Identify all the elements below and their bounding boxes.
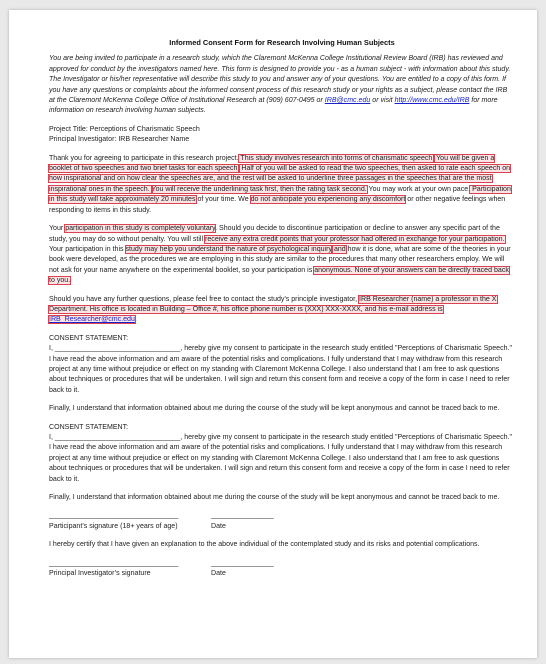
consent-heading-1: CONSENT STATEMENT: [49, 334, 129, 342]
signature-field[interactable]: _________________________________ [49, 559, 179, 567]
text-span: of your time. We [195, 196, 251, 204]
participant-signature-line[interactable] [49, 511, 515, 521]
consent-statement-1: I, ________________________________, hereby give my consent to participate in the research study entitled "Perceptions of Charismatic Speech." I have read the above information and am aware of the potential risks and complications. I fully understand that I may withdraw from this research project at any time without prejudice or effect on my standing with Claremont McKenna College. I also understand that I am free to ask questions about techniques or procedures that will be undertaken. I will sign and return this consent form and receive a copy of the form in case I need to refer back to it. [49, 345, 512, 394]
anonymity-statement-2: Finally, I understand that information obtained about me during the course of the study will be kept anonymous and cannot be traced back to me. [49, 494, 500, 502]
highlight-annotation[interactable]: Participation in this study will take approximately 20 minutes [49, 185, 511, 204]
signature-label: Principal Investigator’s signature [49, 570, 151, 578]
voluntary-participation-paragraph [49, 224, 515, 286]
signature-field[interactable]: _________________________________ [49, 512, 179, 520]
highlight-annotation[interactable]: anonymous. None of your answers can be directly traced back to you. [49, 266, 509, 285]
text-span: Your participation in this [49, 245, 126, 253]
text-span: Should you have any further questions, please feel free to contact the study's principle investigator, [49, 295, 360, 303]
principal-investigator: Principal Investigator: IRB Researcher Name [49, 136, 190, 144]
irb-url-link[interactable]: http://www.cmc.edu/IRB [394, 97, 470, 105]
irb-email-link[interactable]: IRB@cmc.edu [324, 97, 371, 105]
highlight-annotation[interactable]: and [331, 245, 346, 253]
document-content [49, 38, 515, 587]
intro-paragraph [49, 54, 515, 116]
investigator-certification: I hereby certify that I have given an explanation to the above individual of the contemplated study and its risks and potential complications. [49, 541, 480, 549]
consent-heading-2: CONSENT STATEMENT: [49, 423, 129, 431]
text-span: . Should you decide to discontinue participation or decline to answer any specific part of the study, you may do so without penalty. You will still [49, 225, 500, 243]
date-label: Date [211, 570, 226, 578]
text-span: or other negative feelings when responding to items in this study. [49, 196, 506, 214]
document-page [9, 10, 537, 658]
text-span: . [134, 316, 137, 324]
study-description-paragraph [49, 154, 515, 216]
investigator-signature-line[interactable] [49, 559, 515, 569]
consent-statement-2: I, ________________________________, hereby give my consent to participate in the research study entitled "Perceptions of Charismatic Speech." I have read the above information and am aware of the potential risks and complications. I fully understand that I may withdraw from this research project at any time without prejudice or effect on my standing with Claremont McKenna College. I also understand that I am free to ask questions about techniques or procedures that will be undertaken. I will sign and return this consent form and receive a copy of the form in case I need to refer back to it. [49, 434, 512, 483]
project-info [49, 125, 515, 146]
intro-text-2: or visit [370, 97, 395, 105]
highlight-annotation[interactable]: You will be given a booklet of two speeches and two brief tasks for each speech. [49, 154, 495, 173]
participant-signature-labels [49, 522, 515, 532]
document-title: Informed Consent Form for Research Involving Human Subjects [169, 38, 395, 47]
project-title: Project Title: Perceptions of Charismatic Speech [49, 125, 200, 133]
highlight-annotation[interactable]: IRB Researcher (name) a professor in the X Department. His office is located in Building – Office #, his office phone number is (XXX) XXX-XXXX, and his e-mail address is [49, 295, 497, 313]
text-span: Your [49, 225, 66, 233]
text-span: how it is done, what are some of the theories in your book were developed, as the procedures we are employing in this study are similar to the procedures that many other researchers employ. We will not ask for your name anywhere on the experimental booklet, so your participation is [49, 245, 511, 274]
intro-text: You are being invited to participate in a research study, which the Claremont McKenna College Institutional Review Board (IRB) has reviewed and approved for conduct by the investigators named here. This form is designed to provide you - as a human subject - with information about this study. The Investigator or his/her representative will describe this study to you and answer any of your questions. You are entitled to a copy of this form. If you have any questions or complaints about the informed consent process of this research study or your rights as a subject, please contact the IRB at the Claremont McKenna College Office of Institutional Research at (909) 607-0495 or [49, 55, 511, 105]
text-span: You may work at your own pace. [366, 185, 471, 193]
date-field[interactable]: ________________ [211, 512, 274, 520]
text-span: Thank you for agreeing to participate in this research project. [49, 154, 239, 162]
contact-paragraph [49, 295, 515, 326]
highlight-annotation[interactable]: participation in this study is completely voluntary [65, 225, 216, 233]
highlight-annotation[interactable]: study may help you understand the nature of psychological inquiry [125, 245, 332, 253]
highlight-annotation[interactable]: This study involves research into forms of charismatic speech. [238, 154, 435, 162]
highlight-annotation[interactable]: Half of you will be asked to read the two speeches, then asked to rate each speech on how inspirational and on how clear the speeches are, and the rest will be asked to underline three passages in the speeches that are the most inspirational ones in the speech. [49, 165, 511, 193]
investigator-signature-labels [49, 569, 515, 579]
date-label: Date [211, 522, 226, 530]
signature-label: Participant’s signature (18+ years of age) [49, 522, 178, 530]
highlight-annotation[interactable]: do not anticipate you experiencing any discomfort [250, 196, 406, 204]
highlight-annotation[interactable]: You will receive the underlining task first, then the rating task second. [151, 185, 367, 193]
date-field[interactable]: ________________ [211, 559, 274, 567]
intro-text-3: for more information on research involving human subjects. [49, 97, 498, 115]
highlight-annotation[interactable]: receive any extra credit points that your professor had offered in exchange for your participation. [205, 235, 505, 243]
anonymity-statement-1: Finally, I understand that information obtained about me during the course of the study will be kept anonymous and cannot be traced back to me. [49, 405, 500, 413]
researcher-email-link[interactable]: IRB_Researcher@cmc.edu [49, 316, 135, 324]
